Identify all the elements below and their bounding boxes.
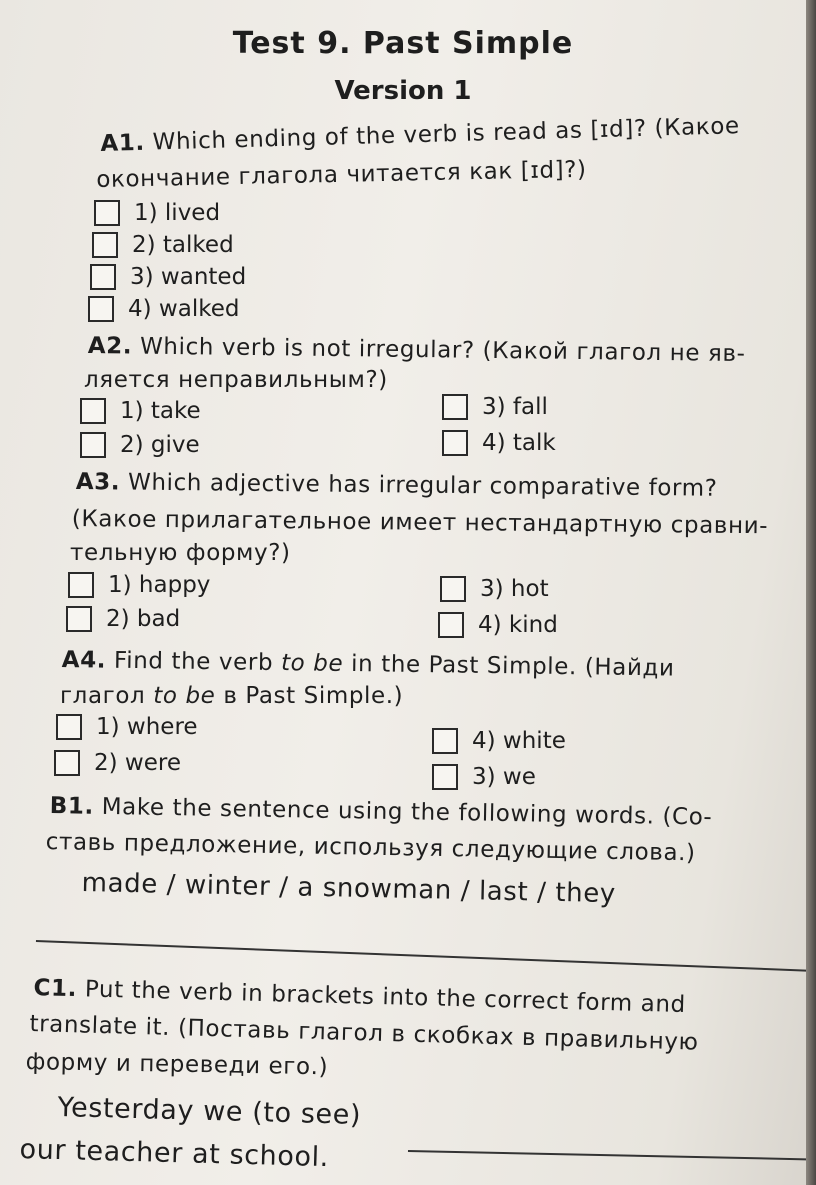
- checkbox[interactable]: [442, 394, 468, 420]
- question-a2-text: A2. Which verb is not irregular? (Какой глагол не яв-: [87, 332, 746, 368]
- question-a2-text-line2: ляется неправильным?): [84, 367, 388, 393]
- option-a1-1[interactable]: 1) lived: [94, 198, 220, 228]
- question-c1-text: C1. Put the verb in brackets into the correct form and: [33, 974, 687, 1019]
- option-a2-3[interactable]: 3) fall: [442, 392, 548, 422]
- page-title: Test 9. Past Simple: [232, 26, 574, 61]
- option-a1-2[interactable]: 2) talked: [92, 230, 234, 260]
- question-a1-text-line2: окончание глагола читается как [ɪd]?): [96, 156, 587, 193]
- question-a4-text: A4. Find the verb to be in the Past Simple. (Найди: [61, 646, 675, 682]
- option-a3-3[interactable]: 3) hot: [440, 574, 549, 604]
- question-c1-number: C1.: [33, 974, 78, 1003]
- question-a4-text-line2: глагол to be в Past Simple.): [60, 683, 404, 709]
- checkbox[interactable]: [66, 606, 92, 632]
- checkbox[interactable]: [80, 432, 106, 458]
- option-a3-2[interactable]: 2) bad: [66, 604, 180, 634]
- checkbox[interactable]: [438, 612, 464, 638]
- c1-answer-line[interactable]: [408, 1150, 806, 1160]
- question-a3-text-line2: (Какое прилагательное имеет нестандартную сравни-: [71, 505, 769, 540]
- question-a3-number: A3.: [75, 468, 121, 496]
- checkbox[interactable]: [432, 728, 458, 754]
- page-subtitle: Version 1: [334, 76, 472, 106]
- option-a2-4[interactable]: 4) talk: [442, 428, 556, 458]
- question-c1-text-line2: translate it. (Поставь глагол в скобках в правильную: [29, 1010, 699, 1056]
- question-a3-text: A3. Which adjective has irregular comparative form?: [75, 468, 718, 502]
- checkbox[interactable]: [68, 572, 94, 598]
- option-a4-1[interactable]: 1) where: [56, 712, 198, 742]
- option-a3-1[interactable]: 1) happy: [68, 570, 210, 600]
- b1-word-list: made / winter / a snowman / last / they: [81, 868, 617, 910]
- option-a2-1[interactable]: 1) take: [80, 396, 201, 426]
- question-a1-number: A1.: [100, 129, 146, 157]
- c1-sentence-part1: Yesterday we (to see): [57, 1092, 362, 1131]
- option-a4-2[interactable]: 2) were: [54, 748, 181, 778]
- question-b1-number: B1.: [49, 792, 95, 820]
- option-a4-3[interactable]: 3) we: [432, 762, 536, 792]
- checkbox[interactable]: [92, 232, 118, 258]
- option-a2-2[interactable]: 2) give: [80, 430, 200, 460]
- question-a3-text-line3: тельную форму?): [70, 540, 291, 566]
- checkbox[interactable]: [54, 750, 80, 776]
- option-a1-3[interactable]: 3) wanted: [90, 262, 246, 292]
- question-b1-text-line2: ставь предложение, используя следующие слова.): [45, 828, 696, 867]
- option-a3-4[interactable]: 4) kind: [438, 610, 558, 640]
- checkbox[interactable]: [442, 430, 468, 456]
- b1-answer-line[interactable]: [36, 940, 806, 972]
- question-a1-text: A1. Which ending of the verb is read as [ɪd]? (Какое: [100, 113, 741, 157]
- question-a4-number: A4.: [61, 646, 107, 674]
- checkbox[interactable]: [94, 200, 120, 226]
- checkbox[interactable]: [90, 264, 116, 290]
- question-b1-text: B1. Make the sentence using the following words. (Со-: [49, 792, 713, 831]
- checkbox[interactable]: [80, 398, 106, 424]
- checkbox[interactable]: [440, 576, 466, 602]
- c1-sentence-part2: our teacher at school.: [19, 1134, 330, 1174]
- page-edge: [806, 0, 816, 1185]
- option-a1-4[interactable]: 4) walked: [88, 294, 239, 324]
- question-a2-number: A2.: [87, 332, 133, 360]
- option-a4-4[interactable]: 4) white: [432, 726, 566, 756]
- checkbox[interactable]: [56, 714, 82, 740]
- checkbox[interactable]: [432, 764, 458, 790]
- checkbox[interactable]: [88, 296, 114, 322]
- question-c1-text-line3: форму и переведи его.): [25, 1048, 329, 1081]
